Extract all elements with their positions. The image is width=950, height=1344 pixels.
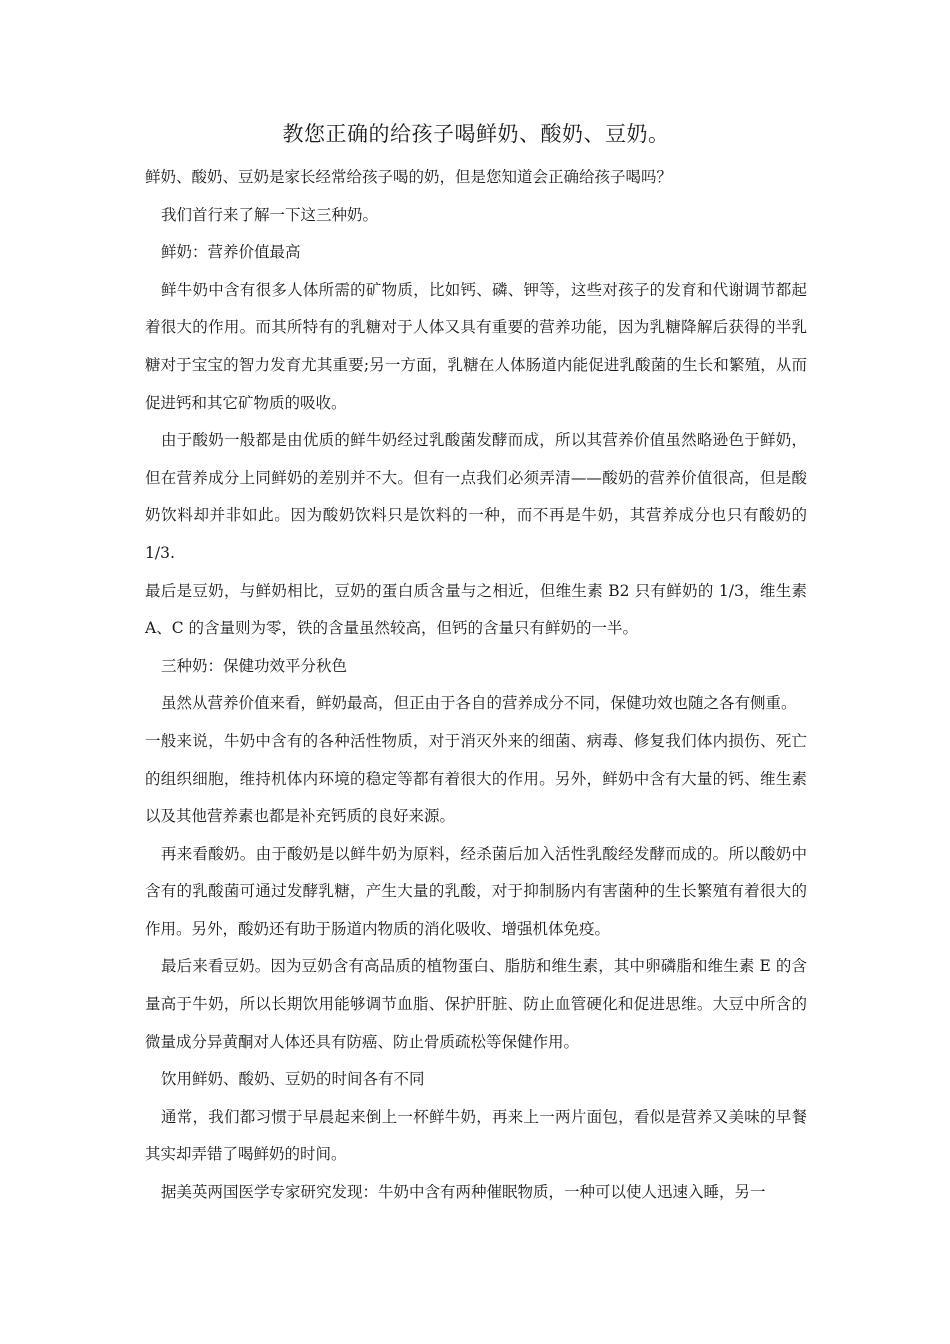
paragraph: 由于酸奶一般都是由优质的鲜牛奶经过乳酸菌发酵而成，所以其营养价值虽然略逊色于鲜奶，但在营养成分上同鲜奶的差别并不大。但有一点我们必须弄清——酸奶的营养价值很高，但是酸奶饮料却并非如此。因为酸奶饮料只是饮料的一种，而不再是牛奶，其营养成分也只有酸奶的 1/3. — [145, 431, 807, 562]
paragraph: 虽然从营养价值来看，鲜奶最高，但正由于各自的营养成分不同，保健功效也随之各有侧重。 — [161, 694, 797, 713]
paragraph: 鲜奶、酸奶、豆奶是家长经常给孩子喝的奶，但是您知道会正确给孩子喝吗？ — [145, 168, 673, 186]
paragraph: 一般来说，牛奶中含有的各种活性物质，对于消灭外来的细菌、病毒、修复我们体内损伤、死亡的组织细胞，维持机体内环境的稳定等都有着很大的作用。另外，鲜奶中含有大量的钙、维生素以及其他营养素也都是补充钙质的良好来源。 — [145, 731, 807, 826]
paragraph: 三种奶：保健功效平分秋色 — [161, 656, 348, 675]
paragraph: 我们首行来了解一下这三种奶。 — [161, 205, 379, 224]
paragraph: 饮用鲜奶、酸奶、豆奶的时间各有不同 — [161, 1070, 425, 1089]
paragraph: 通常，我们都习惯于早晨起来倒上一杯鲜牛奶，再来上一两片面包，看似是营养又美味的早餐其实却弄错了喝鲜奶的时间。 — [145, 1107, 807, 1164]
paragraph: 最后是豆奶，与鲜奶相比，豆奶的蛋白质含量与之相近，但维生素 B2 只有鲜奶的 1/3，维生素 A、C 的含量则为零，铁的含量虽然较高，但钙的含量只有鲜奶的一半。 — [145, 581, 807, 638]
paragraph: 鲜奶：营养价值最高 — [161, 243, 301, 262]
paragraph: 据美英两国医学专家研究发现：牛奶中含有两种催眠物质，一种可以使人迅速入睡，另一 — [161, 1183, 766, 1202]
document-title: 教您正确的给孩子喝鲜奶、酸奶、豆奶。 — [282, 122, 670, 146]
paragraph: 鲜牛奶中含有很多人体所需的矿物质，比如钙、磷、钾等，这些对孩子的发育和代谢调节都起着很大的作用。而其所特有的乳糖对于人体又具有重要的营养功能，因为乳糖降解后获得的半乳糖对于宝宝的智力发育尤其重要;另一方面，乳糖在人体肠道内能促进乳酸菌的生长和繁殖，从而促进钙和其它矿物质的吸收。 — [145, 280, 807, 412]
paragraph: 再来看酸奶。由于酸奶是以鲜牛奶为原料，经杀菌后加入活性乳酸经发酵而成的。所以酸奶中含有的乳酸菌可通过发酵乳糖，产生大量的乳酸，对于抑制肠内有害菌种的生长繁殖有着很大的作用。另外，酸奶还有助于肠道内物质的消化吸收、增强机体免疫。 — [145, 844, 807, 938]
document-body — [145, 159, 807, 1212]
paragraph: 最后来看豆奶。因为豆奶含有高品质的植物蛋白、脂肪和维生素，其中卵磷脂和维生素 E 的含量高于牛奶，所以长期饮用能够调节血脂、保护肝脏、防止血管硬化和促进思维。大豆中所含的微量成分异黄酮对人体还具有防癌、防止骨质疏松等保健作用。 — [145, 957, 807, 1051]
